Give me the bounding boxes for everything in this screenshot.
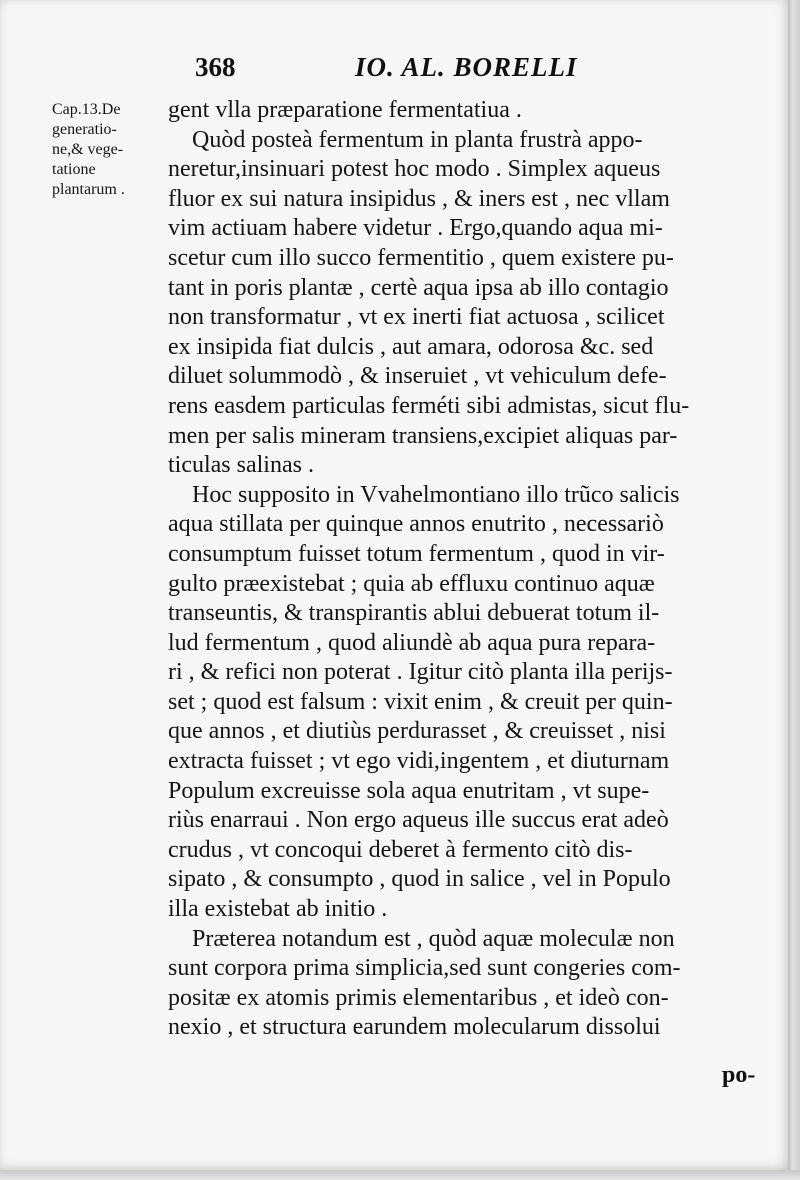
text-line: gent vlla præparatione fermentatiua . (168, 97, 522, 123)
catchword: po- (722, 1062, 756, 1088)
text-line: Quòd posteà fermentum in planta frustrà appo- (168, 126, 643, 153)
text-line: men per salis mineram transiens,excipiet aliquas par- (168, 422, 678, 449)
body-text (168, 96, 760, 1043)
text-line: aqua stillata per quinque annos enutrito , necessariò (168, 511, 664, 538)
text-line: tant in poris plantæ , certè aqua ipsa ab illo contagio (168, 274, 669, 301)
text-line: lud fermentum , quod aliundè ab aqua pura repara- (168, 629, 656, 656)
text-line: sipato , & consumpto , quod in salice , vel in Populo (168, 866, 671, 893)
text-line: neretur,insinuari potest hoc modo . Simplex aqueus (168, 156, 661, 183)
margin-note-line: ne,& vege- (52, 141, 124, 158)
text-line: fluor ex sui natura insipidus , & iners est , nec vllam (168, 185, 670, 212)
running-head: IO. AL. BORELLI (355, 52, 578, 82)
page-number: 368 (195, 52, 236, 82)
text-line: Præterea notandum est , quòd aquæ moleculæ non (168, 925, 675, 952)
margin-note-line: plantarum . (52, 181, 125, 198)
page-edge-right (788, 0, 800, 1180)
text-line: ticulas salinas . (168, 452, 314, 479)
text-line: scetur cum illo succo fermentitio , quem existere pu- (168, 244, 674, 271)
text-line: riùs enarraui . Non ergo aqueus ille succus erat adeò (168, 807, 669, 834)
text-line: que annos , et diutiùs perdurasset , & creuisset , nisi (168, 718, 666, 745)
page-edge-bottom (0, 1170, 800, 1180)
text-line: nexio , et structura earundem molecularum dissolui (168, 1014, 661, 1041)
text-line: Hoc supposito in Vvahelmontiano illo trũco salicis (168, 481, 680, 508)
text-line: transeuntis, & transpirantis ablui debuerat totum il- (168, 600, 660, 627)
text-line: rens easdem particulas ferméti sibi admistas, sicut flu- (168, 392, 690, 419)
text-line: ri , & refici non poterat . Igitur citò planta illa perijs- (168, 659, 673, 686)
text-line: illa existebat ab initio . (168, 896, 388, 923)
text-line: diluet solummodò , & inseruiet , vt vehiculum defe- (168, 363, 667, 390)
text-line: ex insipida fiat dulcis , aut amara, odorosa &c. sed (168, 333, 654, 360)
margin-note-line: generatio- (52, 121, 117, 138)
margin-note-line: tatione (52, 161, 96, 178)
margin-note (52, 100, 162, 200)
page-header (195, 52, 755, 92)
text-line: Populum excreuisse sola aqua enutritam , vt supe- (168, 777, 650, 804)
text-line: non transformatur , vt ex inerti fiat actuosa , scilicet (168, 304, 665, 331)
text-line: vim actiuam habere videtur . Ergo,quando aqua mi- (168, 215, 663, 242)
text-line: extracta fuisset ; vt ego vidi,ingentem , et diuturnam (168, 748, 670, 775)
text-line: set ; quod est falsum : vixit enim , & creuit per quin- (168, 688, 673, 715)
text-line: consumptum fuisset totum fermentum , quod in vir- (168, 540, 665, 567)
margin-note-line: Cap.13.De (52, 101, 121, 118)
text-line: crudus , vt concoqui deberet à fermento citò dis- (168, 836, 633, 863)
text-line: positæ ex atomis primis elementaribus , et ideò con- (168, 984, 669, 1011)
text-line: gulto præexistebat ; quia ab effluxu continuo aquæ (168, 570, 655, 597)
text-line: sunt corpora prima simplicia,sed sunt congeries com- (168, 955, 681, 982)
